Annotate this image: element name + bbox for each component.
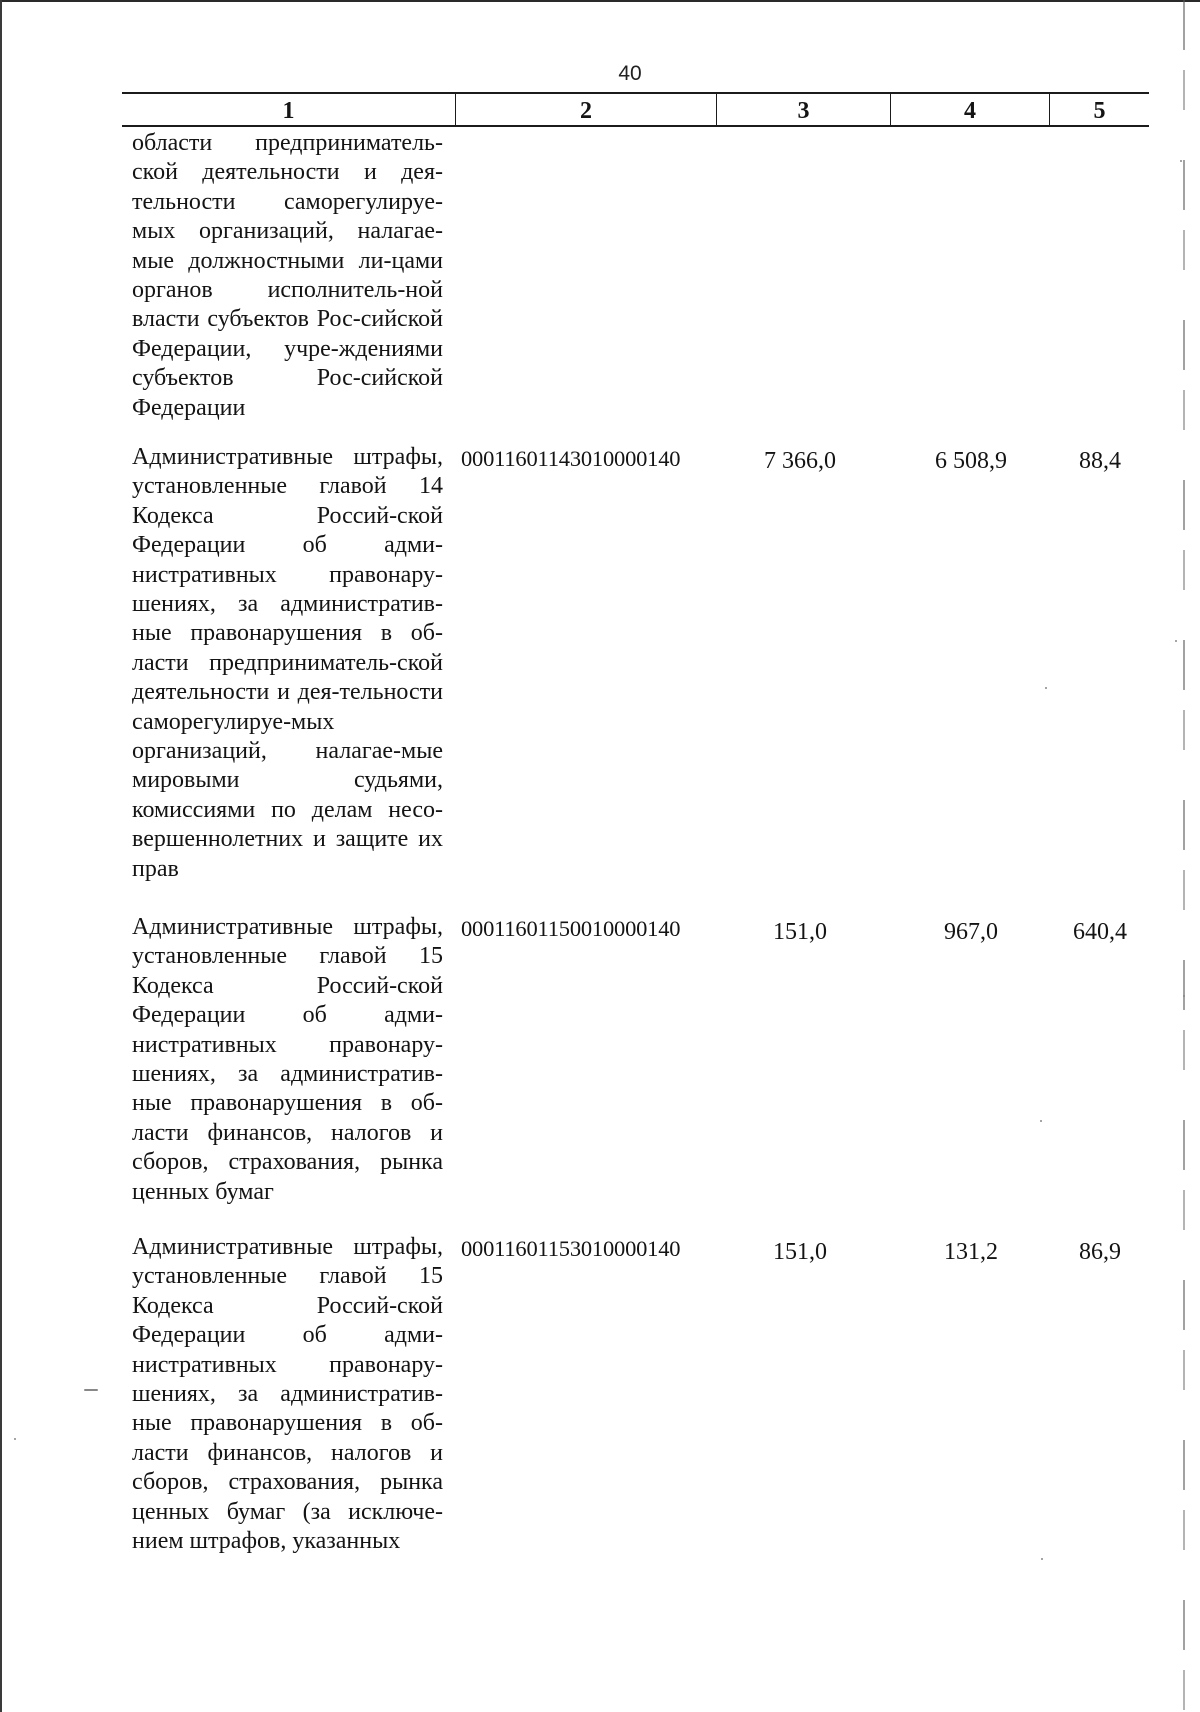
scan-speck <box>14 1438 16 1440</box>
row-value-col5: 88,4 <box>1079 448 1121 474</box>
scan-edge-right <box>1183 0 1185 1712</box>
row-description: Административные штрафы, установленные главой 15 Кодекса Россий-ской Федерации об адми-нистративных правонару-шениях, за административ-ные правонарушения в об-ласти финансов, налогов и сборов, страхования, рынка ценных бумаг <box>132 914 443 1205</box>
scan-speck <box>1041 1558 1043 1560</box>
scan-speck <box>1175 640 1177 642</box>
row-code: 00011601150010000140 <box>461 916 681 941</box>
row-value-col5: 86,9 <box>1079 1239 1121 1265</box>
scan-speck <box>1045 687 1047 689</box>
header-column-4: 4 <box>964 98 976 124</box>
page-number: 40 <box>618 62 642 85</box>
scan-speck <box>84 1389 98 1391</box>
scan-border-left <box>0 0 2 1712</box>
row-value-col4: 967,0 <box>944 919 998 945</box>
row-description: Административные штрафы, установленные главой 14 Кодекса Россий-ской Федерации об адми-нистративных правонару-шениях, за административ-ные правонарушения в об-ласти предприниматель-ской деятельности и дея-тельности саморегулируе-мых организаций, налагае-мые мировыми судьями, комиссиями по делам несо-вершеннолетних и защите их прав <box>132 444 443 882</box>
row-value-col4: 6 508,9 <box>935 448 1007 474</box>
header-column-3: 3 <box>797 98 810 124</box>
row-value-col3: 151,0 <box>773 1239 827 1265</box>
header-column-2: 2 <box>580 98 592 124</box>
continuation-description: области предприниматель-ской деятельности и дея-тельности саморегулируе-мых организаций, налагае-мые должностными ли-цами органов исполнитель-ной власти субъектов Рос-сийской Федерации, учре-ждениями субъектов Рос-сийской Федерации <box>132 130 443 421</box>
row-value-col4: 131,2 <box>944 1239 998 1265</box>
row-code: 00011601153010000140 <box>461 1236 681 1261</box>
scan-speck <box>1180 160 1182 162</box>
scan-border-top <box>0 0 1200 2</box>
row-description: Административные штрафы, установленные главой 15 Кодекса Россий-ской Федерации об адми-нистративных правонару-шениях, за административ-ные правонарушения в об-ласти финансов, налогов и сборов, страхования, рынка ценных бумаг (за исключе-нием штрафов, указанных <box>132 1234 443 1555</box>
table-header <box>122 92 1149 127</box>
row-value-col3: 151,0 <box>773 919 827 945</box>
scan-speck <box>1183 995 1185 997</box>
row-code: 00011601143010000140 <box>461 446 681 471</box>
scan-speck <box>1040 1120 1042 1122</box>
header-column-1: 1 <box>282 98 295 124</box>
row-value-col3: 7 366,0 <box>764 448 836 474</box>
header-column-5: 5 <box>1093 98 1106 124</box>
row-value-col5: 640,4 <box>1073 919 1127 945</box>
